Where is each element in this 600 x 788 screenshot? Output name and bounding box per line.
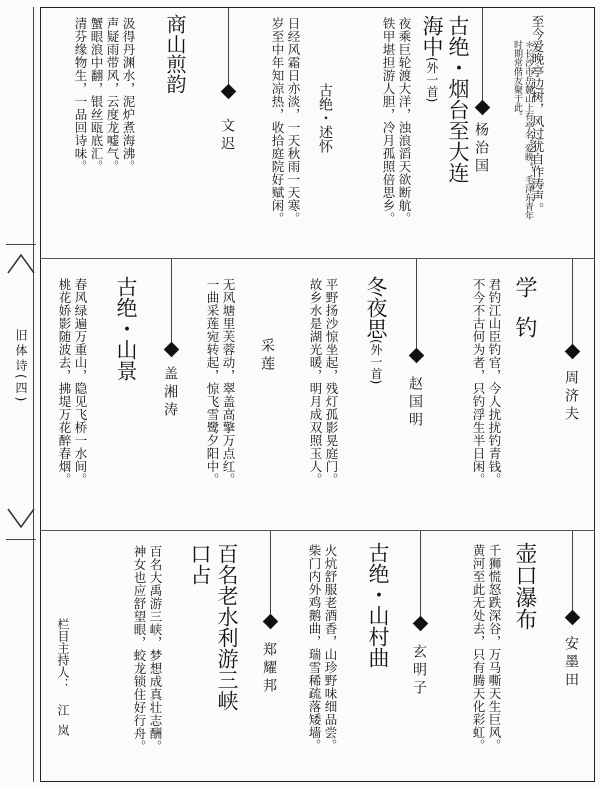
author-rule [228,8,229,92]
poem-author: 郑耀邦 [261,642,277,696]
poem-author: 赵国明 [407,376,423,430]
poem-author: 周济夫 [563,370,579,424]
poem-lines: 君钓江山臣钓官，今人扰扰钓青钱。 不今不古何为者，只钓浮生半日闲。 [471,278,502,486]
poem-lines: 至今爱晚亭边树，风过犹自作涛声。 [530,15,545,215]
chevron-down-icon [6,507,36,531]
author-rule [171,259,172,349]
poem-author: 杨治国 [473,122,489,176]
sidebar-divider [6,539,36,540]
poem-title: 学钓 [512,276,537,356]
poem-lines: 百名大禹游三峡，梦想成真壮志酬。 神女也应舒望眼，蛟龙锁住好行舟。 [132,545,163,753]
poem-title: 古绝・述怀 [317,83,333,153]
poem-author: 文迟 [219,118,235,154]
poem-title: 采莲 [259,338,275,374]
footnote: ＊长沙市岳麓山上有亭名“爱晚”，毛泽东青年 时期常偕友聚于此。 [512,40,533,221]
author-rule [572,531,573,617]
author-rule [572,259,573,351]
poem-lines: 春风绿遍万重山，隐见飞桥一水间。 桃花娇影随波去，拂堤万花醉春烟。 [57,278,88,486]
sidebar [2,7,36,782]
chevron-up-icon [6,251,36,275]
sidebar-rule [33,7,34,782]
poem-title-line2: 海中(外一首) [420,15,444,103]
poem-lines: 千狮慌怒跌深谷，万马嘶天生巨风。 黄河至此无处去，只有腾天化彩虹。 [471,544,502,752]
row-divider [40,258,595,259]
author-rule [416,259,417,355]
poem-title: 古绝・山景 [114,276,138,381]
poem-title: 壶口瀑布 [512,542,537,630]
poem-lines: 平野扬沙惊坐起，残灯孤影晃庭门。 故乡水是湖光暖，明月成双照玉人。 [308,278,339,486]
author-rule [270,531,271,621]
row-divider [40,530,595,531]
author-rule [482,8,483,108]
poem-author: 安墨田 [563,636,579,690]
poem-title: 商山煎韵 [163,14,187,94]
poem-title-line2: 口占 [188,543,212,585]
poem-lines: 日经风霜日亦淡，一天秋雨一天寒。 岁至中年知凉热，收拾庭院好赋闲。 [270,17,301,225]
author-rule [420,531,421,623]
poem-lines: 夜乘巨轮渡大洋，浊浪滔天欲断航。 铁甲堪担游人胆，冷月孤照倍思乡。 [381,17,412,225]
poem-title: 古绝・烟台至大连 [446,15,470,183]
editor-credit: 栏目主持人：江岚 [56,618,70,744]
poem-lines: 无风塘里芙蓉动，翠盖高擎万点红。 一曲采莲宛转起，惊飞雪鹭夕阳中。 [205,278,236,486]
poem-title: 冬夜思(外一首) [364,276,388,385]
poem-author: 盖湘涛 [162,366,178,420]
poem-lines: 火炕舒服老酒香，山珍野味细品尝。 柴门内外鸡鹅曲，瑞雪稀疏落矮墙。 [307,544,338,752]
poem-author: 玄明子 [411,644,427,698]
sidebar-divider [6,244,36,245]
section-label: 旧体诗(四) [14,329,28,405]
poem-lines: 汲得丹渊水，泥炉煮海沸。 声疑雨带风，云度龙嘘气。 蟹眼浪中翻，银丝瓯底汇。 清芬缘物生，一品回诗味。 [73,17,136,173]
poem-title: 古绝・山村曲 [366,542,390,668]
poem-title: 百名老水利游三峡 [215,543,239,711]
